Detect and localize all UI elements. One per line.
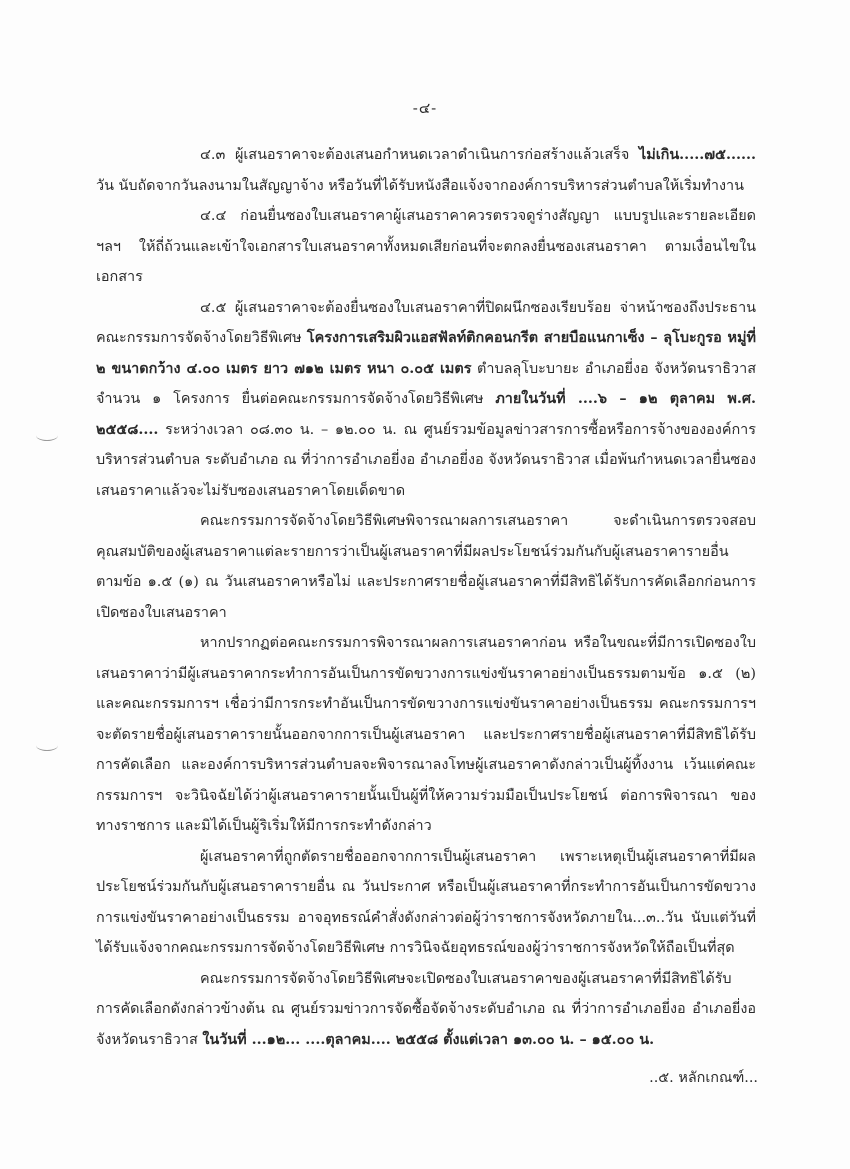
text-segment: ๔.๔ ก่อนยื่นซองใบเสนอราคาผู้เสนอราคาควรตรวจดูร่างสัญญา แบบรูปและรายละเอียด ฯลฯ ให้ถี่ถ้วนและเข้าใจเอกสารใบเสนอราคาทั้งหมดเสียก่อนที่จะตกลงยื่นซองเสนอราคา ตามเงื่อนไขในเอกสาร (96, 208, 756, 285)
paragraph (96, 964, 756, 1056)
text-segment: ๔.๕ ผู้เสนอราคาจะต้องยื่นซองใบเสนอราคาที่ปิดผนึกซองเรียบร้อย จ่าหน้าซองถึงประธานคณะกรรมการจัดจ้างโดยวิธีพิเศษ (96, 299, 756, 346)
text-segment: หากปรากฏต่อคณะกรรมการพิจารณาผลการเสนอราคาก่อน หรือในขณะที่มีการเปิดซองใบเสนอราคาว่ามีผู้เสนอราคากระทำการอันเป็นการขัดขวางการแข่งขันราคาอย่างเป็นธรรมตามข้อ ๑.๕ (๒) และคณะกรรมการฯ เชื่อว่ามีการกระทำอันเป็นการขัดขวางการแข่งขันราคาอย่างเป็นธรรม คณะกรรมการฯ จะตัดรายชื่อผู้เสนอราคารายนั้นออกจากการเป็นผู้เสนอราคา และประกาศรายชื่อผู้เสนอราคาที่มีสิทธิได้รับการคัดเลือก และองค์การบริหารส่วนตำบลจะพิจารณาลงโทษผู้เสนอราคาดังกล่าวเป็นผู้ทิ้งงาน เว้นแต่คณะกรรมการฯ จะวินิจฉัยได้ว่าผู้เสนอราคารายนั้นเป็นผู้ที่ให้ความร่วมมือเป็นประโยชน์ ต่อการพิจารณา ของทางราชการ และมิได้เป็นผู้ริเริ่มให้มีการกระทำดังกล่าว (96, 635, 756, 834)
paragraph (96, 293, 756, 507)
bold-text-segment: ไม่เกิน.....๗๕...... (638, 146, 756, 163)
paragraph (96, 140, 756, 201)
text-segment: ผู้เสนอราคาที่ถูกตัดรายชื่อออกจากการเป็นผู้เสนอราคา เพราะเหตุเป็นผู้เสนอราคาที่มีผลประโยชน์ร่วมกันกับผู้เสนอราคารายอื่น ณ วันประกาศ หรือเป็นผู้เสนอราคาที่กระทำการอันเป็นการขัดขวางการแข่งขันราคาอย่างเป็นธรรม อาจอุทธรณ์คำสั่งดังกล่าวต่อผู้ว่าราชการจังหวัดภายใน...๓..วัน นับแต่วันที่ได้รับแจ้งจากคณะกรรมการจัดจ้างโดยวิธีพิเศษ การวินิจฉัยอุทธรณ์ของผู้ว่าราชการจังหวัดให้ถือเป็นที่สุด (96, 848, 756, 956)
punch-hole-mark (36, 430, 58, 441)
paragraph (96, 842, 756, 964)
paragraph (96, 628, 756, 842)
text-segment: คณะกรรมการจัดจ้างโดยวิธีพิเศษพิจารณาผลการเสนอราคา จะดำเนินการตรวจสอบคุณสมบัติของผู้เสนอราคาแต่ละรายการว่าเป็นผู้เสนอราคาที่มีผลประโยชน์ร่วมกันกับผู้เสนอราคารายอื่น ตามข้อ ๑.๕ (๑) ณ วันเสนอราคาหรือไม่ และประกาศรายชื่อผู้เสนอราคาที่มีสิทธิได้รับการคัดเลือกก่อนการเปิดซองใบเสนอราคา (96, 513, 756, 621)
page-number: -๔- (412, 99, 438, 117)
text-segment: คณะกรรมการจัดจ้างโดยวิธีพิเศษจะเปิดซองใบเสนอราคาของผู้เสนอราคาที่มีสิทธิได้รับการคัดเลือกดังกล่าวข้างต้น ณ ศูนย์รวมข่าวการจัดซื้อจัดจ้างระดับอำเภอ ณ ที่ว่าการอำเภอยี่งอ อำเภอยี่งอ จังหวัดนราธิวาส (96, 970, 756, 1048)
document-body (96, 140, 756, 1055)
bold-text-segment: ในวันที่ ...๑๒... ....ตุลาคม.... ๒๕๕๘ ตั้งแต่เวลา ๑๓.๐๐ น. – ๑๕.๐๐ น. (202, 1030, 655, 1048)
paragraph (96, 201, 756, 293)
punch-hole-mark (36, 740, 58, 751)
next-page-reference: ..๕. หลักเกณฑ์... (649, 1070, 758, 1086)
paragraph (96, 506, 756, 628)
bold-text-segment: ภายในวันที่ ....๖ – ๑๒ ตุลาคม พ.ศ. ๒๕๕๘.... (96, 390, 756, 438)
text-segment: ตำบลลุโบะบายะ อำเภอยี่งอ จังหวัดนราธิวาส จำนวน ๑ โครงการ ยื่นต่อคณะกรรมการจัดจ้างโดยวิธีพิเศษ (96, 360, 756, 407)
text-segment: ระหว่างเวลา ๐๘.๓๐ น. – ๑๒.๐๐ น. ณ ศูนย์รวมข้อมูลข่าวสารการซื้อหรือการจ้างขององค์การบริหารส่วนตำบล ระดับอำเภอ ณ ที่ว่าการอำเภอยี่งอ อำเภอยี่งอ จังหวัดนราธิวาส เมื่อพ้นกำหนดเวลายื่นซองเสนอราคาแล้วจะไม่รับซองเสนอราคาโดยเด็ดขาด (96, 421, 756, 499)
text-segment: ๔.๓ ผู้เสนอราคาจะต้องเสนอกำหนดเวลาดำเนินการก่อสร้างแล้วเสร็จ (200, 147, 639, 163)
bold-text-segment: โครงการเสริมผิวแอสฟัลท์ติกคอนกรีต สายบือแนกาเซ็ง – ลุโบะกูรอ หมู่ที่ ๒ ขนาดกว้าง ๔.๐๐ เมตร ยาว ๗๑๒ เมตร หนา ๐.๐๕ เมตร (96, 329, 756, 377)
text-segment: วัน นับถัดจากวันลงนามในสัญญาจ้าง หรือวันที่ได้รับหนังสือแจ้งจากองค์การบริหารส่วนตำบลให้เริ่มทำงาน (96, 177, 744, 194)
